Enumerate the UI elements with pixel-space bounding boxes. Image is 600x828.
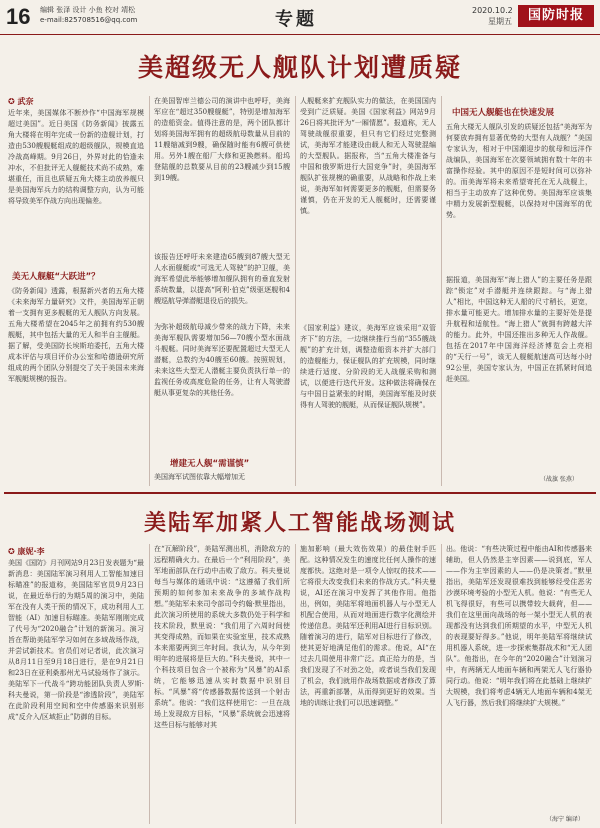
article1-credit: （战旗 张燕） [540,476,578,483]
column-divider [149,544,150,824]
article2-col4: 出。他说：“有些决策过程中能由AI和传感器来辅助，但人仍然是主宰因素——说到底，军人——作为主宰因素的人——仍是决策者。”默里指出，美陆军还发现很难找到能够经受住恶劣沙漠环境考验的小型无人机。他说：“有些无人机飞得很好，有些可以携带较大载荷，但——我们在这里面向战场的每一架小型无人机的表现都没有达到我们所期望的水平，中型无人机的表现要好得多。”他说，明年美陆军将继续试用机器人系统，进一步探索集群战术和“无人团队”。他指出，在今年的“2020融合”计划演习中，有两辆无人地面车辆和两架无人飞行器协同行动。他说：“明年我们将在此基础上继续扩大规模，我们将考虑4辆无人地面车辆和4架无人飞行器，然后我们将继续扩大规模。” [446,545,592,707]
article1-col2: 在美国智库兰德公司的演讲中也呼吁，美海军应在“超过350艘舰艇”，特别是增加海军的造船资金。值得注意的是，两个团队都计划将美国海军拥有的超级航母数量从目前的11艘缩减到9艘，确保随时能有6艘可供使用。另外1艘在船厂大修和更换燃料。船坞登陆舰的总数要从目前的23艘减少到15艘到19艘。 [154,97,290,182]
article1-col3: 人舰艇来扩充舰队实力的做法，在美国国内受到广泛质疑。美国《国家利益》网站9月26日将其批评为“一厢情愿”。报道称，无人驾驶战舰很重要，但只有它们经过完整测试，美海军才能建设由载人和无人驾驶混编的大型舰队。据报称，当“五角大楼准备与中国和俄罗斯进行大国竞争”时，美国海军舰队扩张规模的确重要，从战略和作战上来说，美海军如何需要更多的舰艇，但需要务谨慎，仍在开发的无人舰艇时，还需要谨慎。 [300,97,436,215]
article1-subhead2: 增建无人舰“需谨慎” [170,459,250,469]
article2-byline: ✪ 康妮·李 [8,547,45,556]
article-separator [4,492,596,494]
email-line: e-mail:825708516@qq.com [40,16,138,24]
article2-credit: （海宁 编译） [546,816,584,823]
article2-author: 康妮·李 [17,547,45,556]
section-title: 专题 [275,9,317,30]
article1-col1: 近年来，美国媒体不断炒作“中国海军规模超过美国”。近日美国《防务新闻》披露五角大楼将在明年完成一份新的造舰计划，打造由530艘舰艇组成的超级舰队，规模直追冷战高峰期。9月26日，外界对此的恰逢未冲水，不但批评无人舰艇技术尚不成熟，难堪重任，而且也质疑五角大楼主动放养舰只是美国海军兵力的结构调整方向，认为可能将导致美军作战方向出现偏差。 [8,109,144,205]
issue-date [472,5,512,27]
article1-subhead1: 美无人舰艇“大跃进”？ [12,272,100,282]
article2-col1: 美国《国防》月刊网站9月23日发表题为“最新消息：美国陆军演习利用人工智能加速目标瞄准”的报道称，美国陆军官员9月23日说，在最近举行的为期5周的演习中，美陆军在没有人类干预的情况下，成功利用人工智能（AI）加速目标瞄准。美陆军刚刚完成了代号为“2020融合”计划的新演习。演习旨在帮助美陆军学习如何在多域战场作战，并尝试新技术。官员们对记者说，此次演习从8月11日至9月18日进行，是在9月21日和23日在亚利桑那州尤马试验场作了演示。美陆军下一代战斗“跨功能团队负责人罗斯·科夫曼说，第一阶段是“渗透阶段”，美陆军在此阶段利用空间和空中传感器来识别形成“反介入/区域拒止”防御的目标。 [8,559,144,721]
article1-headline: 美超级无人舰队计划遭质疑 [137,53,462,82]
column-divider [149,96,150,486]
article2-col3: 施加影响（最大效伤效果）的最佳射手匹配。这种情况发生的速度比任何人操作的速度都快。这绝对是一项令人惊叹的技术——它将很大改变我们未来的作战方式。”科夫曼说，AI还在演习中发挥了其他作用。他指出，例如，美陆军将地面机器人与小型无人机配合使用，从而对地面进行数字化测绘并传递信息。美陆军还利用AI进行目标识别。随着演习的进行，陆军对目标进行了修改，使其更好地满足他们的需求。他说，AI“在过去几周使用非常广泛。真正给力的是，当我们发现了不对劲之处，或者说当我们发现了机会，我们就用作战场数据或者修改了算法，再重新部署，从而得到更好的效果。当地的训练让我们可以迅速调整。” [300,545,436,707]
column-divider [295,544,296,824]
article2-col2: 在“瓦解阶段”，美陆军测出机，消除敌方的远程精确火力。在最后一个“利用阶段”，美军地面部队在行动中击败了敌方。科夫曼说每当与媒体的通讯中说：“这遵循了我们所预期的如何参加未来战争的多域作战构想。”美陆军未来司令部司令约翰·默里指出，此次演习所使用的系统大多数仍处于科学和技术阶段，默里说：“我们用了六周时间使其变得成熟，而如果在实验室里，技术成熟本来需要两到三年时间。我认为，从今年到明年的进展将是巨大的。”科夫曼说，其中一个科技项目包含一个被称为“风暴”的AI系统，它能够迅速从实时数据中识别目标。“风暴”将“传感器数据传送到一个射击系统”。他说：“我们这样使用它：一旦在战场上发现敌方目标，“风暴”系统就会迅速将这些目标与能够对其 [154,545,290,729]
page-number: 16 [6,4,31,29]
article2-headline: 美陆军加紧人工智能战场测试 [143,511,456,536]
column-divider [295,96,296,486]
article1-col2b: 该报告还呼吁未来建造65艘到87艘大型无人水面舰艇或“可选无人驾驶”的护卫舰，美海军希望此举能够增加舰队拥有的垂直发射系统数量，以提高“阿利·伯克”级驱逐舰和4艘巡航导弹潜艇退役后的损失。 [154,253,290,305]
article1-byline: ✪ 武奈 [8,97,34,106]
column-divider [441,544,442,824]
article1-col4b: 据报道，美国海军“海上猎人”的主要任务是跟踪“锁定”对手潜艇并连续跟踪。与“海上猎人”相比，中国这种无人船的尺寸稍长，更宽，排水量可能更大。增加排水量的主要好处是提升航程和适航性。“海上猎人”就拥有跨越大洋的能力。此外，中国还推出多种无人作战舰。包括在2017年中国海洋经济博览会上亮相的“天行一号”，该无人舰艇航速高可达每小时92公里，美国专家认为，中国正在抓紧时间追赶美国。 [446,276,592,383]
article1-col3b: 《国家利益》建议，美海军应该采用“双管齐下”的方法，一边继续推行当前“355艘战舰”的扩充计划，调整造船资本并扩大部门的造舰能力，保证舰队的扩充规模，同时继续进行适度、分阶段的无人战舰采购和测试，以便进行迭代开发。这种做法将确保在与中国日益紧张的时期，美国海军能及时获得有人驾驶的舰艇，从而保证舰队规模”。 [300,324,436,409]
article1-author: 武奈 [17,97,34,106]
newspaper-logo: 国防时报 [518,5,594,27]
page-header [0,0,600,35]
article1-col2d: 美国海军试图依靠大幅增加无 [154,473,245,481]
date-line: 2020.10.2 [472,6,513,15]
article1-subhead3: 中国无人舰艇也在快速发展 [452,108,555,118]
staff-credits [40,5,150,25]
article1-col4: 五角大楼无人舰队引发的质疑还包括“美海军为何要放弃拥有显著优势的大型有人战舰？”美国专家认为，相对于中国潮迎步的航母和远洋作战编队，美国海军在次要领域拥有数十年的丰富操作经验。其中的原因不是短时间可以弥补的。而美海军将未来希望寄托在无人战舰上，相当于主动放弃了这种优势。美国海军应该集中精力发展新型舰艇，以保持对中国海军的优势。 [446,123,592,219]
staff-line: 编辑 张泽 设计 小鱼 校对 靖松 [40,6,136,14]
article1-col1b: 《防务新闻》透露，根据新兴者的五角大楼《未来海军力量研究》文件，美国海军正朝着一支拥有更多舰艇的无人舰队方向发展。五角大楼希望在2045年之前拥有约530艘舰艇，其中包括大量的无人和半自主舰艇。据了解，受美国防长埃斯珀委托，五角大楼成本评估与项目评价办公室和哈德逊研究所组成的两个团队分别提交了关于美国未来海军舰艇规模的报告。 [8,287,144,383]
article1-col2c: 为弥补超级航母减少带来的战力下降，未来美海军舰队需要增加56—70艘小型水面战斗舰艇。同时美海军还要配置超过大型无人潜艇，总数约为40艘至60艘。按照规划，未来这些大型无人潜艇主要负责执行单一的监视任务或高度危险的任务，让有人驾驶潜艇从事更复杂的其他任务。 [154,323,290,397]
weekday-line: 星期五 [488,17,512,26]
column-divider [441,96,442,486]
